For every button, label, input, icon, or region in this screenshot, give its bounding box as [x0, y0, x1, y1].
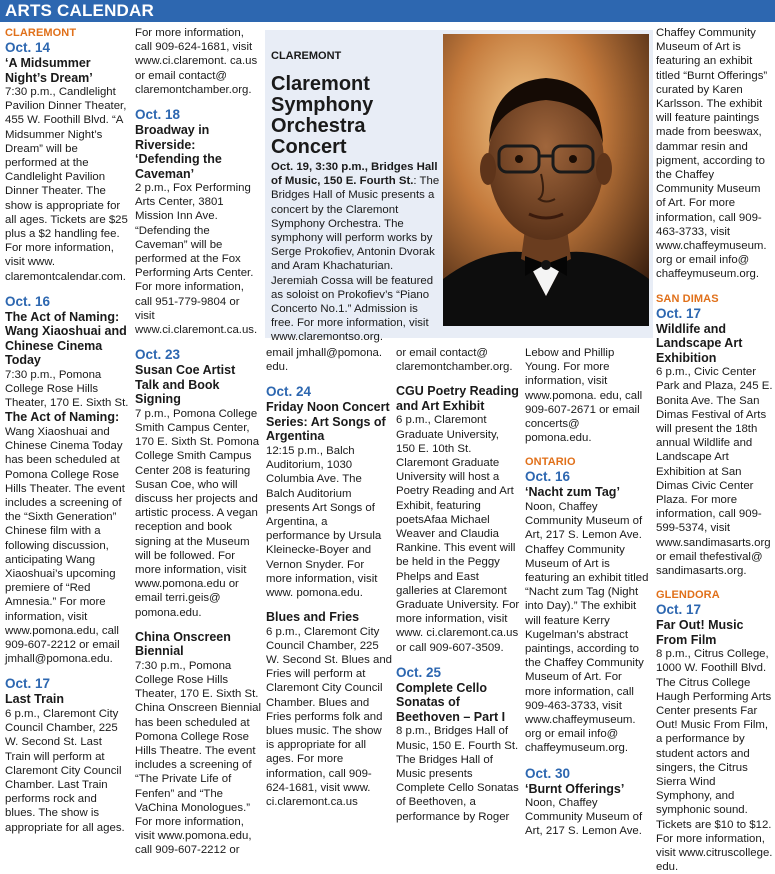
event-body: 7:30 p.m., Candlelight Pavilion Dinner Theater, 455 W. Foothill Blvd. “A Midsummer Night’s Dream” will be performed at the Candlelight Pavilion Dinner Theater. The show is appropriate for all ages. Tickets are $25 plus a $2 handling fee. For more information, visit www. claremontcalendar.com.	[5, 86, 128, 283]
soloist-portrait-photo	[443, 34, 649, 326]
event-date: Oct. 16	[5, 293, 51, 309]
region-claremont: CLAREMONT	[5, 27, 77, 39]
event-body: 6 p.m., Claremont Graduate University, 150 E. 10th St. Claremont Graduate University will host a Poetry Reading and Art Exhibit, featuring poetsAfaa Michael Weaver and Claudia Rankine. This event will be held in the Peggy Phelps and East galleries at Claremont Graduate University. For more information, visit www. ci.claremont.ca.us or call 909-607-3509.	[396, 414, 520, 654]
feature-region: CLAREMONT	[271, 50, 342, 62]
event-title: Susan Coe Artist Talk and Book Signing	[135, 363, 236, 407]
event-title: The Act of Naming: Wang Xiaoshuai and Chinese Cinema Today	[5, 309, 127, 368]
event-title: ‘A Midsummer Night’s Dream’	[5, 56, 93, 85]
event-body: 12:15 p.m., Balch Auditorium, 1030 Columbia Ave. The Balch Auditorium presents Art Songs of Argentina, a performance by Ursula Kleinecke-Boyer and Vernon Snyder. For more information, visit www. pomona.edu.	[266, 444, 382, 599]
featured-event-box	[265, 30, 653, 344]
region-san-dimas: SAN DIMAS	[656, 292, 719, 305]
event-title: China Onscreen Biennial	[135, 629, 231, 659]
section-title: ARTS CALENDAR	[5, 1, 154, 20]
continued-text: or email contact@ claremontchamber.org.	[396, 347, 513, 374]
arts-calendar-banner	[0, 0, 775, 22]
column-1	[5, 26, 130, 835]
column-4	[396, 346, 520, 824]
event-body: 7:30 p.m., Pomona College Rose Hills Theater, 170 E. Sixth St. China Onscreen Biennial has been scheduled at Pomona College Rose Hills Theatre. The event includes a screening of “The Private Life of Fenfen” and “The VaChina Monologues.” For more information, visit www.pomona.edu, call 909-607-2212 or	[135, 659, 262, 857]
event-body: Noon, Chaffey Community Museum of Art, 217 S. Lemon Ave.	[525, 797, 643, 838]
region-glendora: GLENDORA	[656, 589, 720, 602]
event-date: Oct. 24	[266, 384, 312, 400]
event-date: Oct. 30	[525, 765, 571, 781]
event-title: Last Train	[5, 692, 65, 707]
event-date: Oct. 17	[656, 602, 702, 618]
event-title: Blues and Fries	[266, 610, 360, 625]
event-title: ‘Burnt Offerings’	[525, 781, 625, 796]
feature-title: Claremont Symphony Orchestra Concert	[271, 73, 374, 158]
event-title: ‘Nacht zum Tag’	[525, 485, 620, 500]
feature-when-where: Oct. 19, 3:30 p.m., Bridges Hall of Music, 150 E. Fourth St.	[271, 161, 438, 188]
continued-text: Chaffey Community Museum of Art is featuring an exhibit titled “Burnt Offerings” curated by Karen Karlsson. The exhibit will feature paintings made from beeswax, dammar resin and pigment, according to the Chaffey Community Museum of Art. For more information, call 909-463-3733, visit www.chaffeymuseum. org or email info@ chaffeymuseum.org.	[656, 27, 768, 281]
event-body: 6 p.m., Claremont City Council Chamber, 225 W. Second St. Blues and Fries will perform at Claremont City Council Chamber. Blues and Fries performs folk and blues music. The show is appropriate for all ages. For more information, call 909-624-1681, visit www. ci.claremont.ca.us	[266, 625, 393, 809]
event-date: Oct. 17	[656, 305, 702, 321]
column-2	[135, 26, 261, 858]
event-body: 8 p.m., Citrus College, 1000 W. Foothill Blvd. The Citrus College Haugh Performing Arts Center presents Far Out! Music From Film, a performance by student actors and singers, the Citrus Sierra Wind Symphony, and symphonic sound. Tickets are $10 to $12. For more information, visit www.citruscollege. edu.	[656, 648, 773, 874]
continued-text: email jmhall@pomona. edu.	[266, 347, 383, 374]
event-body: 2 p.m., Fox Performing Arts Center, 3801 Mission Inn Ave. “Defending the Caveman” will be performed at the Fox Performing Arts Center. For more information, call 951-779-9804 or visit www.ci.claremont.ca.us.	[135, 182, 258, 337]
column-5	[525, 346, 649, 839]
event-date: Oct. 18	[135, 107, 181, 123]
event-body: 7 p.m., Pomona College Smith Campus Center, 170 E. Sixth St. Pomona College Smith Campus Center 208 is featuring Susan Coe, who will discuss her projects and artistic process. A vegan reception and book signing at the Museum will be followed. For more information, visit www.pomona.edu or email terri.geis@ pomona.edu.	[135, 407, 260, 619]
event-lead: The Act of Naming:	[5, 410, 120, 425]
event-body: 7:30 p.m., Pomona College Rose Hills Theater, 170 E. Sixth St.	[5, 368, 129, 410]
event-title: CGU Poetry Reading and Art Exhibit	[396, 384, 519, 413]
event-title: Broadway in Riverside: ‘Defending the Caveman’	[135, 123, 222, 181]
continued-text: Lebow and Phillip Young. For more information, visit www.pomona. edu, call 909-607-2671 or email concerts@ pomona.edu.	[525, 347, 643, 445]
event-date: Oct. 14	[5, 40, 51, 55]
event-body: 6 p.m., Claremont City Council Chamber, 225 W. Second St. Last Train will perform at Claremont City Council Chamber. Last Train performs rock and blues. The show is appropriate for all ages.	[5, 707, 125, 834]
event-title: Wildlife and Landscape Art Exhibition	[656, 321, 743, 365]
event-body: 6 p.m., Civic Center Park and Plaza, 245 E. Bonita Ave. The San Dimas Festival of Arts will present the 18th annual Wildlife and Landscape Art Exhibition at San Dimas Civic Center Plaza. For more information, call 909-599-5374, visit www.sandimasarts.org or email thefestival@ sandimasarts.org.	[656, 366, 773, 577]
continued-text: For more information, call 909-624-1681, visit www.ci.claremont. ca.us or email contact@ claremontchamber.org.	[135, 27, 258, 96]
feature-body-wrap	[271, 160, 443, 345]
region-ontario: ONTARIO	[525, 456, 576, 469]
event-title: Far Out! Music From Film	[656, 618, 744, 647]
column-3	[266, 346, 392, 809]
event-date: Oct. 16	[525, 469, 571, 485]
event-title: Friday Noon Concert Series: Art Songs of Argentina	[266, 400, 390, 444]
column-6	[656, 26, 773, 874]
event-date: Oct. 25	[396, 664, 442, 680]
feature-body: : The Bridges Hall of Music presents a concert by the Claremont Symphony Orchestra. The symphony will perform works by Serge Prokofiev, Antonin Dvorak and Aram Khachaturian. Jeremiah Cossa will be featured as soloist on Prokofiev’s “Piano Concerto No.1.” Admission is free. For more information, visit www.claremontso.org.	[271, 175, 440, 344]
event-date: Oct. 17	[5, 676, 51, 692]
event-body: 8 p.m., Bridges Hall of Music, 150 E. Fourth St. The Bridges Hall of Music presents Complete Cello Sonatas of Beethoven, a performance by Roger	[396, 725, 519, 823]
event-body: Wang Xiaoshuai and Chinese Cinema Today has been scheduled at Pomona College Rose Hills Theater. The event includes a screening of the “Sixth Generation” Chinese film with a following discussion, anticipating Wang Xiaoshuai’s upcoming premiere of “Red Amnesia.” For more information, visit www.pomona.edu, call 909-607-2212 or email jmhall@pomona.edu.	[5, 425, 125, 666]
event-body: Noon, Chaffey Community Museum of Art, 217 S. Lemon Ave. Chaffey Community Museum of Art is featuring an exhibit titled “Nacht zum Tag (Night into Day).” The exhibit will feature Kerry Kugelman’s abstract paintings, according to the Chaffey Community Museum of Art. For more information, call 909-463-3733, visit www.chaffeymuseum. org or email info@ chaffeymuseum.org.	[525, 500, 649, 755]
event-date: Oct. 23	[135, 347, 181, 363]
event-title: Complete Cello Sonatas of Beethoven – Part I	[396, 680, 506, 724]
